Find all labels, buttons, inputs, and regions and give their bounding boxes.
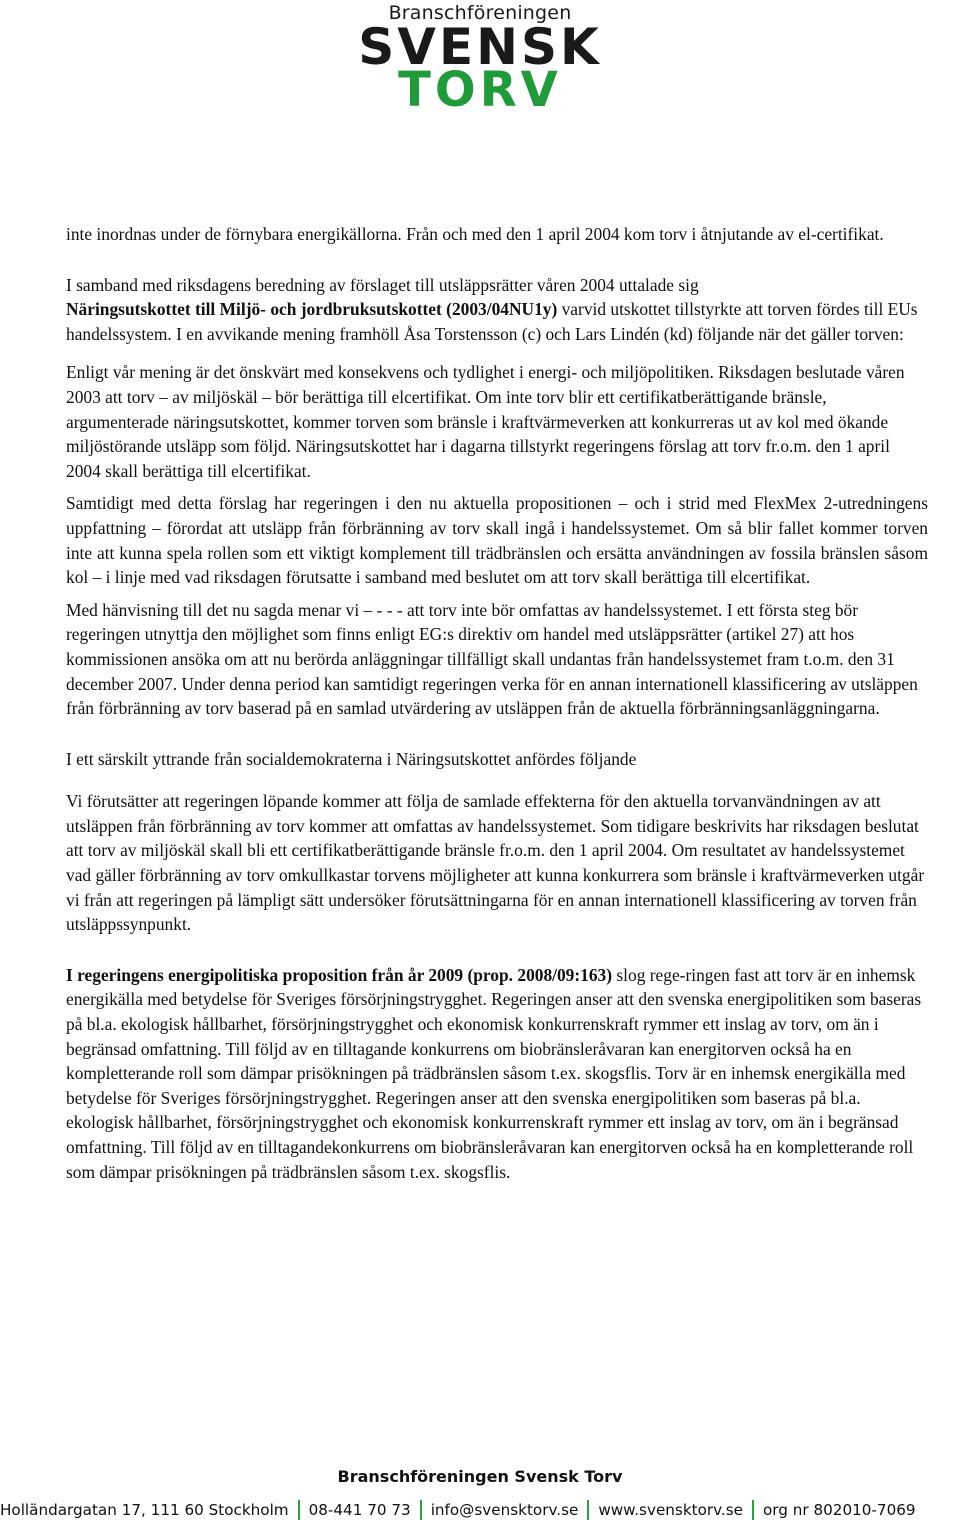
paragraph-8 — [66, 963, 928, 1184]
logo-brand-line2: TORV — [398, 62, 562, 118]
paragraph-6: I ett särskilt yttrande från socialdemokraterna i Näringsutskottet anfördes följande — [66, 748, 637, 769]
paragraph-8-rest: slog rege-ringen fast att torv är en inhemsk energikälla med betydelse för Sveriges försörjningstrygghet. Regeringen anser att den svenska energipolitiken som baseras på bl.a. ekologisk hållbarhet, försörjningstrygghet och ekonomisk konkurrenskraft rymmer ett inslag av torv, om än i begränsad omfattning. Till följd av en tilltagande konkurrens om biobränsleråvaran kan energitorven också ha en kompletterande roll som dämpar prisökningen på trädbränslen såsom t.ex. skogsflis. Torv är en inhemsk energikälla med betydelse för Sveriges försörjningstrygghet. Regeringen anser att den svenska energipolitiken som baseras på bl.a. ekologisk hållbarhet, försörjningstrygghet och ekonomisk konkurrenskraft rymmer ett inslag av torv, om än i begränsad omfattning. Till följd av en tilltagandekonkurrens om biobränsleråvaran kan energitorven också ha en kompletterande roll som dämpar prisökningen på trädbränslen såsom t.ex. skogsflis. — [66, 964, 922, 1182]
paragraph-4: Samtidigt med detta förslag har regeringen i den nu aktuella propositionen – och i strid med FlexMex 2-utredningens uppfattning – förordat att utsläpp från förbränning av torv skall ingå i handelssystemet. Om så blir fallet kommer torven inte att kunna spela rollen som ett viktigt komplement till trädbränslen och ersätta användningen av fossila bränslen såsom kol – i linje med vad riksdagen förutsatte i samband med beslutet om att torv skall berättiga till elcertifikat. — [66, 493, 928, 588]
paragraph-1: inte inordnas under de förnybara energikällorna. Från och med den 1 april 2004 kom torv i åtnjutande av el-certifikat. — [66, 224, 884, 244]
footer-separator — [587, 1500, 589, 1520]
paragraph-3: Enligt vår mening är det önskvärt med konsekvens och tydlighet i energi- och miljöpolitiken. Riksdagen beslutade våren 2003 att torv – av miljöskäl – bör berättiga till elcertifikat. Om inte torv blir ett certifikatberättigande bränsle, argumenterade näringsutskottet, kommer torven som bränsle i kraftvärmeverken att konkurreras ut av kol med ökande miljöstörande utsläpp som följd. Näringsutskottet har i dagarna tillstyrkt regeringens förslag att torv fr.o.m. den 1 april 2004 skall berättiga till elcertifikat. — [66, 362, 905, 481]
paragraph-2 — [66, 273, 928, 347]
logo-brand-line1: SVENSK — [358, 18, 602, 76]
paragraph-5: Med hänvisning till det nu sagda menar vi – - - - att torv inte bör omfattas av handelssystemet. I ett första steg bör regeringen utnyttja den möjlighet som finns enligt EG:s direktiv om handel med utsläppsrätter (artikel 27) att hos kommissionen ansöka om att nu berörda anläggningar tillfälligt skall undantas från handelssystemet fram t.o.m. den 31 december 2007. Under denna period kan samtidigt regeringen verka för en annan internationell klassificering av utsläppen från förbränning av torv baserad på en samlad utvärdering av utsläppen från de aktuella förbränningsanläggningarna. — [66, 599, 918, 719]
paragraph-2-intro: I samband med riksdagens beredning av förslaget till utsläppsrätter våren 2004 uttalade sig — [66, 274, 699, 295]
document-body — [66, 222, 928, 1184]
footer-separator — [420, 1500, 422, 1520]
paragraph-2-bold: Näringsutskottet till Miljö- och jordbruksutskottet (2003/04NU1y) — [66, 299, 558, 320]
footer-address: Holländargatan 17, 111 60 Stockholm — [0, 1501, 289, 1519]
paragraph-7: Vi förutsätter att regeringen löpande kommer att följa de samlade effekterna för den aktuella torvanvändningen av att utsläppen från förbränning av torv kommer att omfattas av handelssystemet. Som tidigare beskrivits har riksdagen beslutat att torv av miljöskäl skall bli ett certifikatberättigande bränsle fr.o.m. den 1 april 2004. Om resultatet av handelssystemet vad gäller förbränning av torv omkullkastar torvens möjligheter att kunna konkurrera som bränsle i kraftvärmeverken utgår vi från att regeringen på lämpligt sätt undersöker förutsättningarna för en annan internationell klassificering av torven från utsläppssynpunkt. — [66, 791, 925, 935]
footer-contact-line — [0, 1497, 960, 1523]
svensk-torv-logo — [0, 0, 960, 120]
footer-separator — [298, 1500, 300, 1520]
footer-title: Branschföreningen Svensk Torv — [337, 1467, 623, 1486]
footer-separator — [752, 1500, 754, 1520]
paragraph-8-bold: I regeringens energipolitiska proposition från år 2009 (prop. 2008/09:163) — [66, 964, 613, 985]
footer-org-number: org nr 802010-7069 — [763, 1501, 916, 1519]
logo-association-text: Branschföreningen — [388, 2, 572, 24]
footer-phone: 08-441 70 73 — [308, 1501, 411, 1519]
paragraph-2-rest: varvid utskottet tillstyrkte att torven fördes till EUs handelssystem. I en avvikande mening framhöll Åsa Torstensson (c) och Lars Lindén (kd) följande när det gäller torven: — [66, 299, 918, 344]
footer-email-link[interactable]: info@svensktorv.se — [430, 1501, 579, 1519]
footer-website-link[interactable]: www.svensktorv.se — [598, 1501, 744, 1519]
